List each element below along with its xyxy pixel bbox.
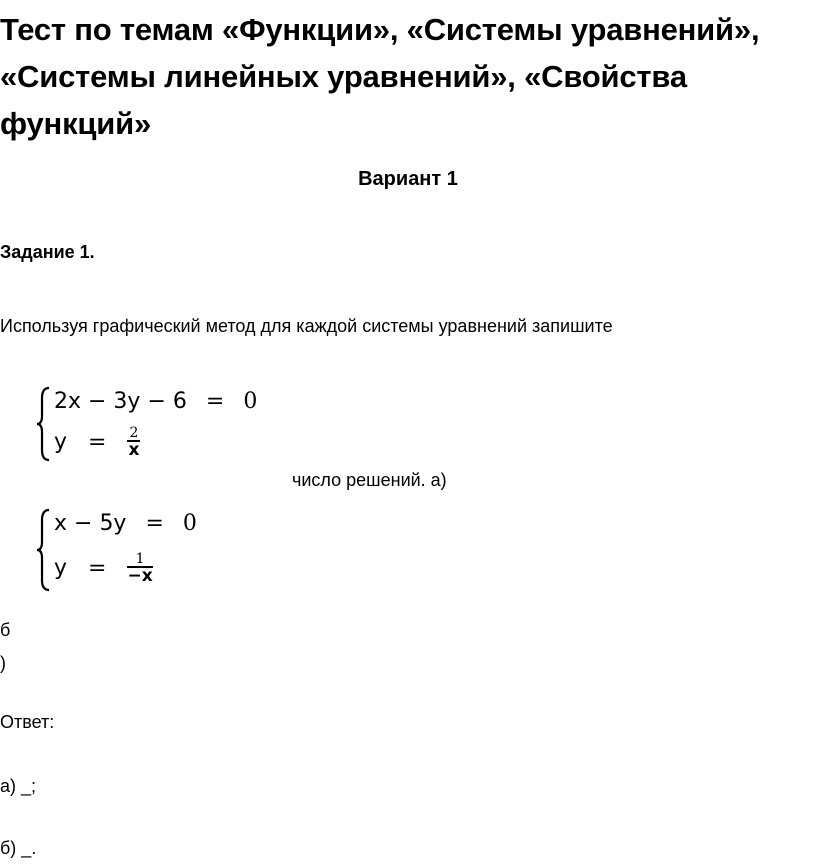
system-a-equation-2 xyxy=(54,426,140,459)
system-brace-b xyxy=(36,508,52,592)
task-instruction: Используя графический метод для каждой системы уравнений запишите xyxy=(0,316,613,336)
eq-lhs: 2x − 3y − 6 xyxy=(54,389,187,414)
task-heading: Задание 1. xyxy=(0,242,95,262)
part-b-label-paren: ) xyxy=(0,653,6,673)
eq-operator: = xyxy=(145,511,164,536)
answer-b-line: б) _. xyxy=(0,838,37,858)
system-b-equation-1 xyxy=(54,511,197,537)
system-brace-a xyxy=(36,386,52,462)
variant-heading: Вариант 1 xyxy=(358,168,458,190)
solutions-count-text: число решений. а) xyxy=(292,470,447,490)
eq-lhs: y xyxy=(54,429,68,455)
fraction-denominator: −x xyxy=(127,566,153,586)
eq-lhs: x − 5y xyxy=(54,511,127,536)
eq-operator: = xyxy=(88,555,107,581)
eq-operator: = xyxy=(88,429,107,455)
eq-rhs: 0 xyxy=(182,511,197,536)
document-title: Тест по темам «Функции», «Системы уравнений», «Системы линейных уравнений», «Свойства функций» xyxy=(0,12,760,141)
fraction-denominator: x xyxy=(128,440,140,460)
answer-label: Ответ: xyxy=(0,712,55,732)
system-b-equation-2 xyxy=(54,552,153,585)
answer-a-line: а) _; xyxy=(0,776,37,796)
eq-operator: = xyxy=(205,389,225,414)
system-a-equation-1 xyxy=(54,389,257,415)
part-b-label-letter: б xyxy=(0,620,11,640)
fraction xyxy=(127,426,140,459)
fraction xyxy=(127,552,152,585)
eq-rhs: 0 xyxy=(243,389,258,414)
fraction-numerator: 1 xyxy=(127,552,152,568)
eq-lhs: y xyxy=(54,555,68,581)
fraction-numerator: 2 xyxy=(129,425,139,441)
